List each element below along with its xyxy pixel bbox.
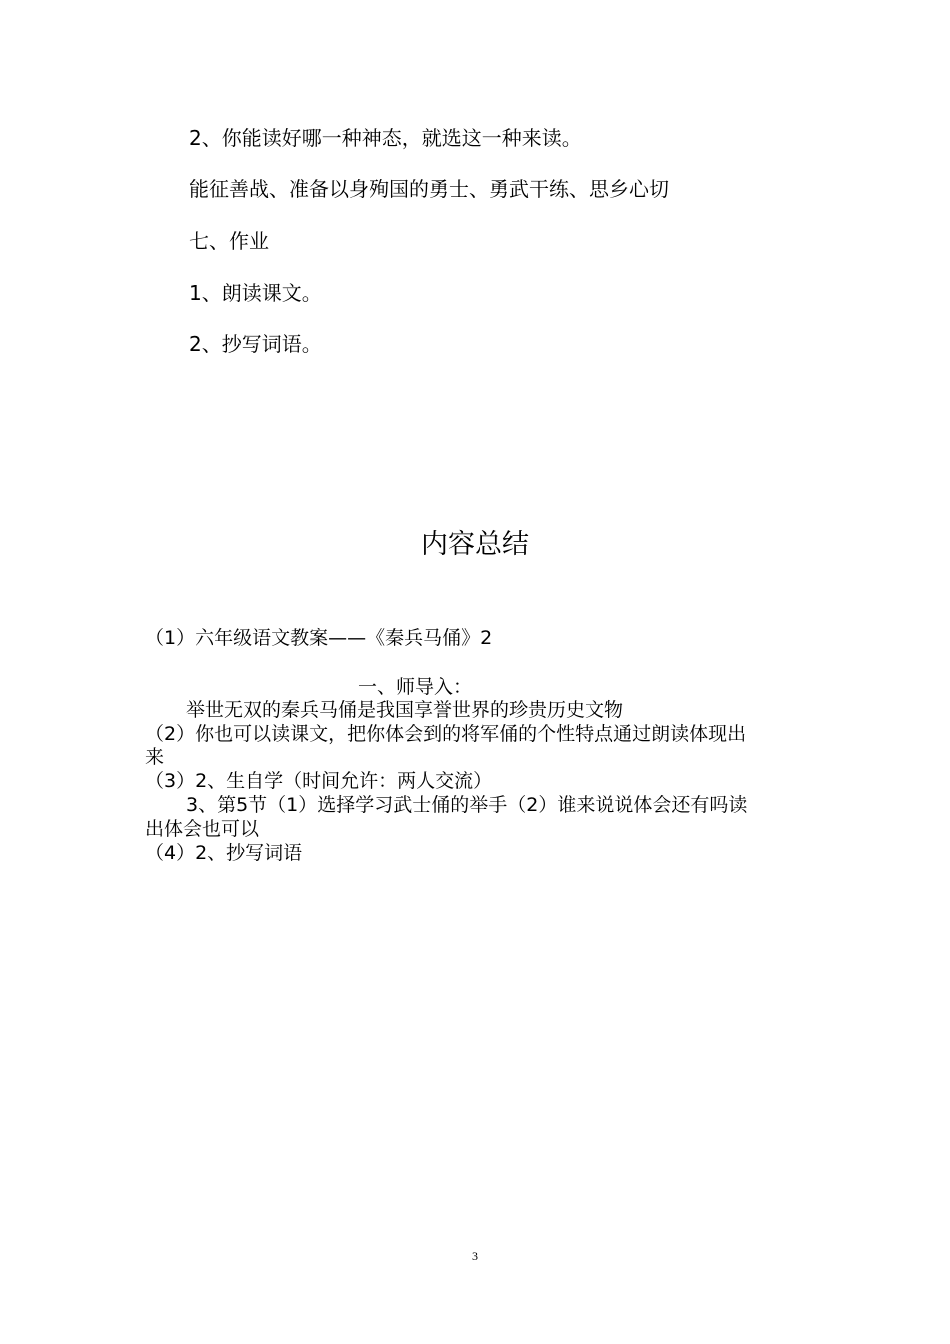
summary-line-6: （3）2、生自学（时间允许：两人交流） [145, 770, 493, 792]
body-line-soldier-traits: 能征善战、准备以身殉国的勇士、勇武干练、思乡心切 [189, 177, 669, 201]
body-line-homework-2: 2、抄写词语。 [189, 332, 322, 356]
summary-line-8: 出体会也可以 [145, 818, 260, 840]
summary-line-2: 一、师导入： [358, 676, 473, 698]
summary-line-4: （2）你也可以读课文，把你体会到的将军俑的个性特点通过朗读体现出 [145, 723, 747, 745]
summary-line-5: 来 [145, 746, 165, 768]
page-number: 3 [472, 1249, 478, 1263]
summary-line-9: （4）2、抄写词语 [145, 842, 303, 864]
summary-line-7: 3、第5节（1）选择学习武士俑的举手（2）谁来说说体会还有吗读 [186, 794, 748, 816]
body-line-homework-heading: 七、作业 [189, 229, 269, 253]
summary-line-1: （1）六年级语文教案——《秦兵马俑》2 [145, 627, 493, 649]
summary-line-3: 举世无双的秦兵马俑是我国享誉世界的珍贵历史文物 [186, 699, 624, 721]
summary-title: 内容总结 [421, 529, 529, 560]
body-line-homework-1: 1、朗读课文。 [189, 281, 322, 305]
body-line-reading-expression: 2、你能读好哪一种神态，就选这一种来读。 [189, 126, 582, 150]
